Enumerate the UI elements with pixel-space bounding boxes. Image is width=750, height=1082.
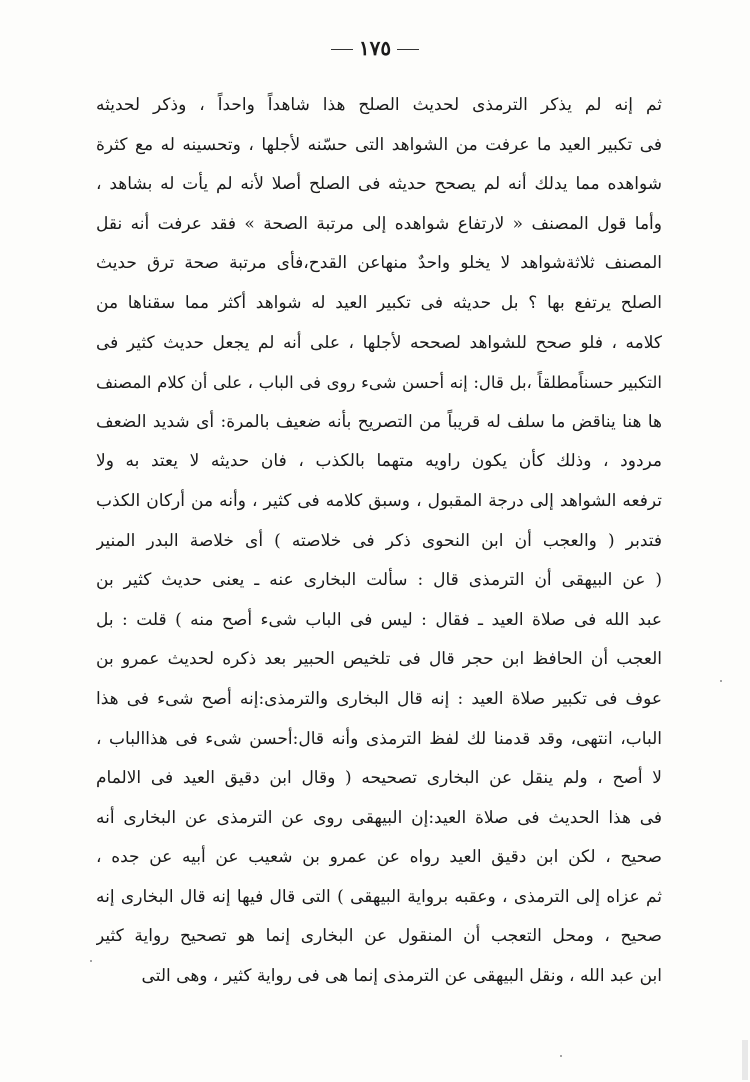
text-line: وأما قول المصنف « لارتفاع شواهده إلى مرتبة الصحة » فقد عرفت أنه نقل (96, 213, 662, 234)
scan-edge-shadow (742, 1040, 748, 1080)
text-line: المصنف ثلاثةشواهد لا يخلو واحدٌ منهاعن القدح،فأى مرتبة صحة ترق حديث (96, 253, 662, 274)
text-line: فتدبر ( والعجب أن ابن النحوى ذكر فى خلاصته ) أى خلاصة البدر المنير (96, 530, 662, 551)
text-line: عبد الله فى صلاة العيد ـ فقال : ليس فى الباب شىء أصح منه ) قلت : بل (96, 609, 662, 630)
text-line: ( عن البيهقى أن الترمذى قال : سألت البخارى عنه ـ يعنى حديث كثير بن (96, 570, 662, 591)
text-line: التكبير حسناًمطلقاً ،بل قال: إنه أحسن شىء روى فى الباب ، على أن كلام المصنف (96, 373, 662, 393)
page-number-header (0, 36, 750, 60)
text-line: فى تكبير العيد ما عرفت من الشواهد التى حسّنه لأجلها ، وتحسينه له مع كثرة (96, 134, 662, 155)
scan-speck (90, 960, 92, 962)
header-dash-right (397, 49, 419, 50)
scan-speck (720, 680, 722, 682)
text-line: ترفعه الشواهد إلى درجة المقبول ، وسبق كلامه فى كثير ، وأنه من أركان الكذب (96, 490, 662, 511)
text-line: ثم عزاه إلى الترمذى ، وعقبه برواية البيهقى ) التى قال فيها إنه قال البخارى إنه (96, 886, 662, 907)
text-line: ثم إنه لم يذكر الترمذى لحديث الصلح هذا شاهداً واحداً ، وذكر لحديثه (96, 95, 662, 115)
text-line: مردود ، وذلك كأن يكون راويه متهما بالكذب ، فان حديثه لا يعتد به ولا (96, 451, 662, 472)
text-line: ها هنا يناقض ما سلف له قريباً من التصريح بأنه ضعيف بالمرة: أى شديد الضعف (96, 411, 662, 432)
header-dash-left (331, 49, 353, 50)
text-line: فى هذا الحديث فى صلاة العيد:إن البيهقى روى عن الترمذى عن البخارى أنه (96, 807, 662, 828)
text-line: الباب، انتهى، وقد قدمنا لك لفظ الترمذى وأنه قال:أحسن شىء فى هذاالباب ، (96, 728, 662, 749)
scan-speck (560, 1055, 562, 1057)
text-line: صحيح ، لكن ابن دقيق العيد رواه عن عمرو بن شعيب عن أبيه عن جده ، (96, 847, 662, 868)
text-line: العجب أن الحافظ ابن حجر قال فى تلخيص الحبير بعد ذكره لحديث عمرو بن (96, 649, 662, 670)
text-line: ابن عبد الله ، ونقل البيهقى عن الترمذى إنما هى فى رواية كثير ، وهى التى (141, 966, 662, 987)
text-line: الصلح يرتفع بها ؟ بل حديثه فى تكبير العيد له شواهد أكثر مما سقناها من (96, 292, 662, 313)
page-number: ١٧٥ (358, 36, 392, 60)
text-line: لا أصح ، ولم ينقل عن البخارى تصحيحه ( وقال ابن دقيق العيد فى الالمام (96, 768, 662, 789)
arabic-text-body (96, 86, 662, 997)
text-line: شواهده مما يدلك أنه لم يصحح حديثه فى الصلح أصلا لأنه لم يأت له بشاهد ، (96, 174, 662, 195)
text-line: صحيح ، ومحل التعجب أن المنقول عن البخارى إنما هو تصحيح رواية كثير (96, 926, 662, 947)
text-line: كلامه ، فلو صحح للشواهد لصححه لأجلها ، على أنه لم يجعل حديث كثير فى (96, 332, 662, 353)
text-line: عوف فى تكبير صلاة العيد : إنه قال البخارى والترمذى:إنه أصح شىء فى هذا (96, 688, 662, 709)
